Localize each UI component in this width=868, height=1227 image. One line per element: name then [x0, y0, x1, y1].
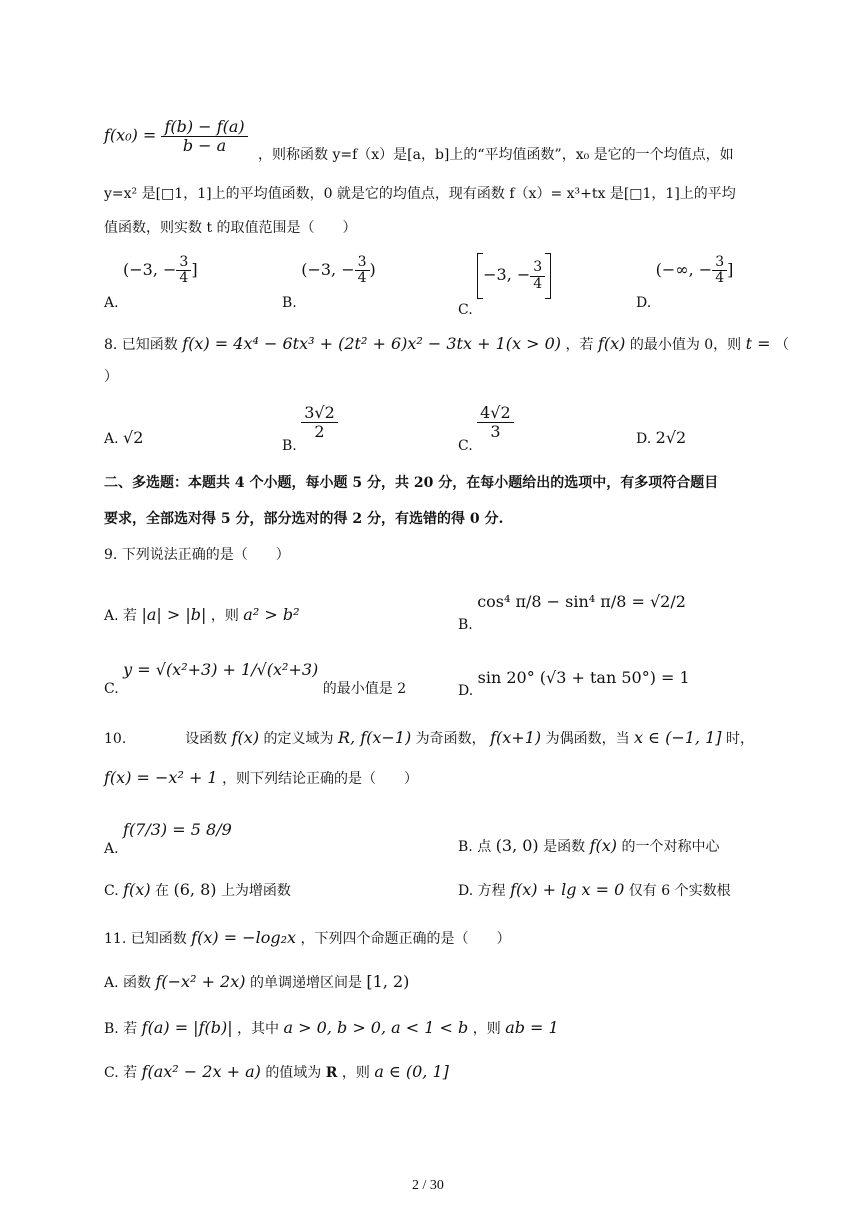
option-r: R [325, 1065, 338, 1081]
frac-num: 3 [176, 255, 191, 271]
option-math: cos⁴ π/8 − sin⁴ π/8 = √2/2 [477, 592, 686, 611]
q9-option-c [104, 660, 407, 697]
q11-prefix: 11. 已知函数 [104, 931, 187, 947]
option-math: f(−x² + 2x) [155, 972, 246, 991]
section2-line2: 要求，全部选对得 5 分，部分选对的得 2 分，有选错的得 0 分. [104, 511, 504, 527]
q8-fx: f(x) [597, 334, 626, 353]
q7-formula [104, 118, 248, 154]
frac-num: 3 [530, 260, 545, 276]
q10-m2: R, f(x−1) [337, 728, 412, 747]
option-math: (−3, − [123, 259, 177, 279]
q11-suffix: ，下列四个命题正确的是（ ） [300, 931, 511, 947]
q10-m1: f(x) [231, 728, 260, 747]
q11-math: f(x) = −log₂x [191, 928, 297, 947]
option-math2: [1, 2) [366, 972, 410, 991]
option-mid2: ，则 [472, 1021, 501, 1037]
option-math2: a² > b² [243, 605, 300, 624]
q8-formula: f(x) = 4x⁴ − 6tx³ + (2t² + 6)x² − 3tx + 1(x > 0) [182, 334, 562, 353]
option-label: B. [458, 617, 473, 633]
q10-p2: 的定义域为 [263, 731, 334, 747]
option-mid: 是函数 [543, 839, 586, 855]
option-mid2: ，则 [341, 1065, 370, 1081]
q11-stem [104, 928, 510, 948]
option-label: A. [104, 431, 119, 447]
q8-prefix: 8. 已知函数 [104, 337, 178, 353]
frac-num: 4√2 [477, 404, 514, 423]
q7-line3: 值函数，则实数 t 的取值范围是（ ） [104, 220, 357, 236]
option-math2: f(x) [589, 836, 618, 855]
q9-option-b [458, 592, 686, 633]
option-math: √2 [123, 428, 144, 447]
option-suffix: 上为增函数 [220, 883, 291, 899]
q7-formula-den: b − a [182, 135, 227, 155]
option-math2: a ∈ (0, 1] [374, 1062, 449, 1081]
q8-option-c [458, 403, 514, 455]
q7-option-d [636, 254, 734, 311]
q10-number: 10. [104, 731, 127, 747]
option-math: sin 20° (√3 + tan 50°) = 1 [477, 668, 690, 687]
frac-den: 4 [179, 270, 189, 287]
q7-option-a [104, 254, 198, 311]
q8-paren-close: ） [104, 369, 118, 385]
q7-formula-num: f(b) − f(a) [161, 118, 247, 137]
option-math: |a| > |b| [141, 605, 207, 624]
q10-p1: 设函数 [185, 731, 228, 747]
option-math: f(ax² − 2x + a) [141, 1062, 261, 1081]
q8-suffix: 的最小值为 0，则 [629, 337, 742, 353]
q7-line2: y=x² 是[□1，1]上的平均值函数，0 就是它的均值点，现有函数 f（x）= x³+tx 是[□1，1]上的平均 [104, 186, 736, 202]
q7-formula-fraction [161, 118, 247, 154]
option-mid: 的值域为 [265, 1065, 322, 1081]
q8-mid: ，若 [565, 337, 594, 353]
q10-p4: 为偶函数，当 [545, 731, 630, 747]
option-suffix: 仅有 6 个实数根 [628, 883, 731, 899]
option-label: A. [104, 841, 119, 857]
option-math: −3, − [483, 265, 531, 284]
option-label: A. 函数 [104, 975, 152, 991]
frac-den: 4 [715, 270, 725, 287]
q10-m3: f(x+1) [490, 728, 542, 747]
frac-num: 3 [355, 255, 370, 271]
option-math3: ab = 1 [505, 1018, 559, 1037]
q9-option-d [458, 668, 690, 699]
option-label: A. [104, 294, 119, 311]
q10-option-a [104, 820, 232, 857]
option-math: (−3, − [301, 259, 355, 279]
option-math2: (6, 8) [173, 880, 217, 899]
q10-m4: x ∈ (−1, 1] [634, 728, 722, 747]
option-label: B. 点 [458, 839, 492, 855]
option-label: C. 若 [104, 1065, 138, 1081]
option-label: B. 若 [104, 1021, 138, 1037]
option-label: D. [458, 683, 474, 699]
frac-den: 4 [357, 270, 367, 287]
option-label: C. [458, 302, 473, 318]
q7-line1: ，则称函数 y=f（x）是[a，b]上的“平均值函数”，x₀ 是它的一个均值点，如 [258, 147, 734, 163]
q9-option-a [104, 605, 299, 625]
q10-p5: 时， [725, 731, 754, 747]
q10-option-c [104, 880, 291, 900]
q8-option-b [282, 403, 338, 455]
frac-num: 3√2 [301, 404, 338, 423]
option-math: (3, 0) [495, 836, 539, 855]
option-label: D. [636, 294, 652, 311]
q10-option-b [458, 836, 719, 856]
option-mid: 的单调递增区间是 [249, 975, 362, 991]
q10-p3: 为奇函数， [415, 731, 486, 747]
q8-t-eq: t = [745, 334, 771, 353]
option-label: C. [104, 883, 119, 899]
q7-formula-lhs: f(x₀) = [104, 125, 157, 145]
option-math: f(7/3) = 5 8/9 [123, 820, 232, 839]
frac-den: 3 [490, 421, 501, 441]
q9-stem: 9. 下列说法正确的是（ ） [104, 547, 290, 563]
option-math: 2√2 [655, 428, 687, 447]
option-label: A. 若 [104, 608, 138, 624]
q11-option-a [104, 972, 409, 992]
q11-option-b [104, 1018, 559, 1038]
option-label: B. [282, 438, 297, 455]
option-label: C. [104, 681, 119, 697]
option-mid: 在 [155, 883, 170, 899]
option-math: y = √(x²+3) + 1/√(x²+3) [123, 660, 319, 679]
option-suffix: 的最小值是 2 [322, 681, 407, 697]
q10-stem-line1 [104, 728, 754, 748]
option-mid: ，其中 [237, 1021, 280, 1037]
option-mid: ，则 [210, 608, 239, 624]
page-number: 2 / 30 [412, 1178, 444, 1193]
q11-option-c [104, 1062, 449, 1082]
frac-den: 4 [533, 275, 543, 292]
q10-p6: ，则下列结论正确的是（ ） [222, 771, 419, 787]
frac-den: 2 [314, 421, 325, 441]
option-label: B. [282, 294, 297, 311]
option-math: f(x) + lg x = 0 [510, 880, 625, 899]
option-suffix: 的一个对称中心 [621, 839, 720, 855]
frac-num: 3 [712, 255, 727, 271]
q10-option-d [458, 880, 731, 900]
option-math2: a > 0, b > 0, a < 1 < b [283, 1018, 469, 1037]
option-math: f(x) [123, 880, 151, 899]
option-math-post: ] [191, 259, 198, 279]
q10-m5: f(x) = −x² + 1 [104, 768, 218, 787]
option-math: (−∞, − [655, 259, 713, 279]
q10-stem-line2 [104, 768, 418, 788]
q8-option-d [636, 428, 686, 447]
option-math-post: ] [727, 259, 734, 279]
q7-option-b [282, 254, 376, 311]
section2-line1: 二、多选题：本题共 4 个小题，每小题 5 分，共 20 分，在每小题给出的选项中，有多项符合题目 [104, 475, 719, 491]
option-math-post: ) [369, 259, 376, 279]
q8-option-a [104, 428, 143, 447]
option-math: f(a) = |f(b)| [141, 1018, 233, 1037]
q7-option-c [458, 253, 551, 318]
right-bracket [545, 253, 551, 299]
option-label: C. [458, 438, 473, 455]
q8-paren-open: （ [775, 337, 790, 353]
option-label: D. [636, 431, 652, 447]
q8-stem [104, 334, 789, 354]
option-label: D. 方程 [458, 883, 506, 899]
